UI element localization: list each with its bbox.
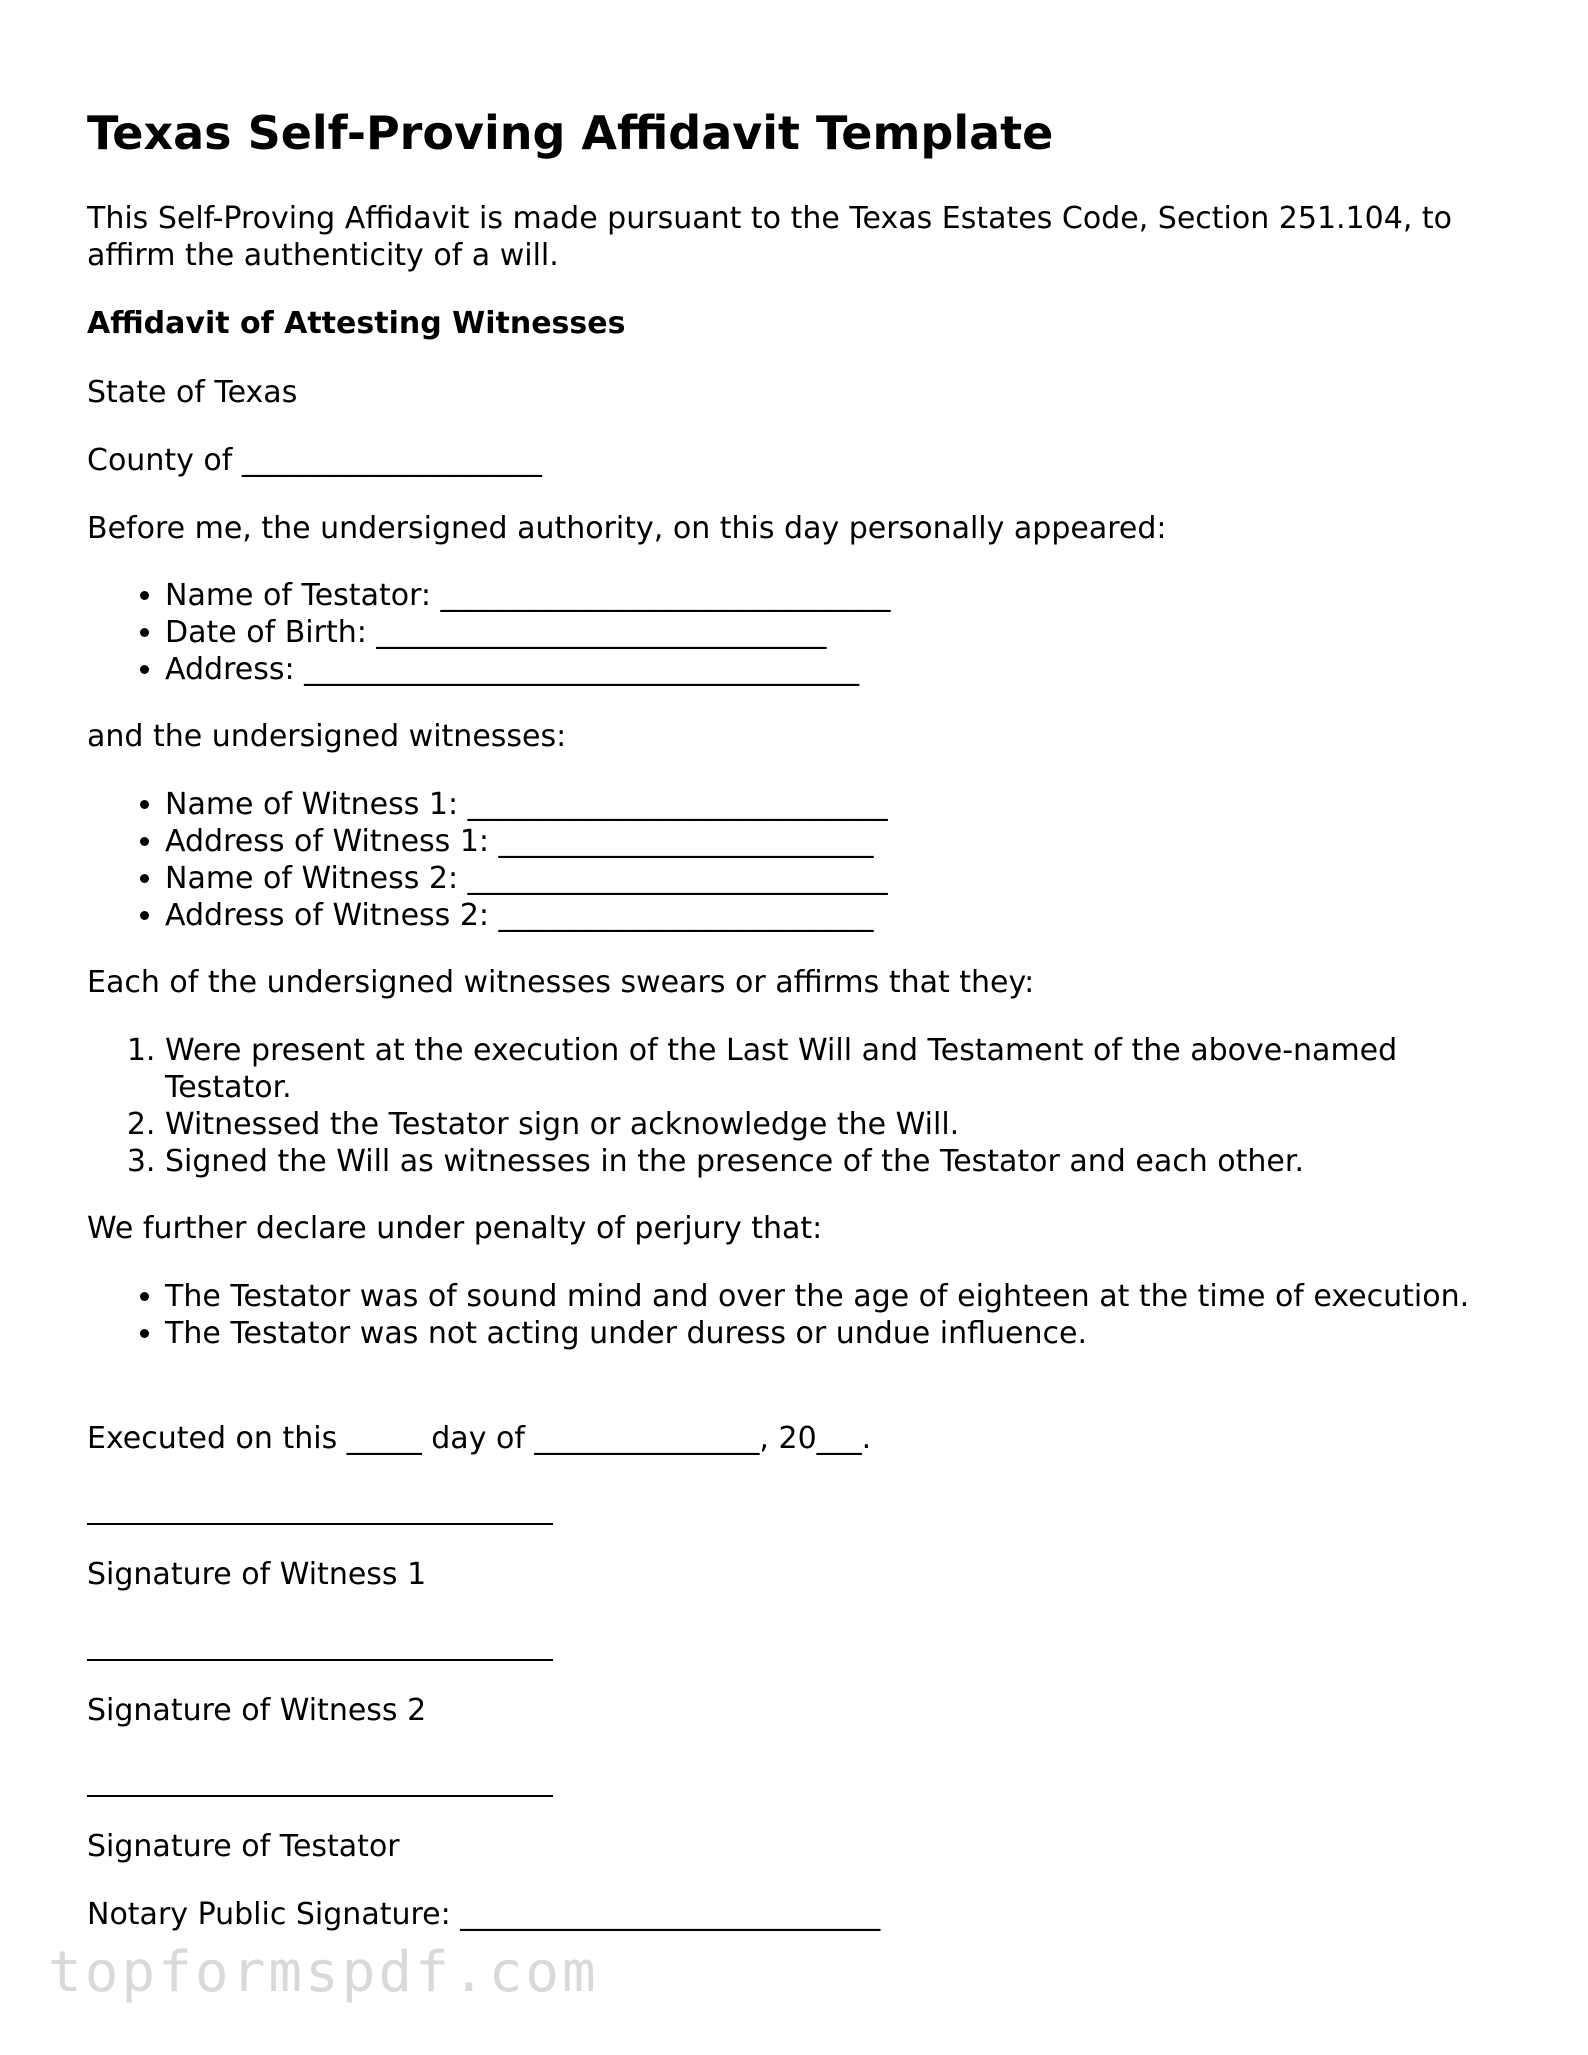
testator-birth-field: • Date of Birth: ______________________________ bbox=[165, 614, 1507, 651]
page-title: Texas Self-Proving Affidavit Template bbox=[87, 106, 1054, 160]
swear-intro: Each of the undersigned witnesses swears or affirms that they: bbox=[87, 965, 1035, 1000]
witness-2-signature-label: Signature of Witness 2 bbox=[87, 1693, 427, 1728]
witnesses-intro: and the undersigned witnesses: bbox=[87, 719, 567, 754]
executed-line: Executed on this _____ day of _______________, 20___. bbox=[87, 1421, 872, 1456]
sworn-statement: 2. Witnessed the Testator sign or acknowledge the Will. bbox=[165, 1106, 1507, 1143]
declaration-item: • The Testator was of sound mind and over the age of eighteen at the time of execution. bbox=[165, 1278, 1507, 1315]
county-line: County of ____________________ bbox=[87, 443, 542, 478]
declarations-list bbox=[87, 1278, 1507, 1352]
witness-fields-list bbox=[87, 786, 1507, 934]
testator-address-field: • Address: _____________________________________ bbox=[165, 651, 1507, 688]
sworn-statement: 1. Were present at the execution of the Last Will and Testament of the above-named Testator. bbox=[165, 1032, 1507, 1106]
testator-signature-label: Signature of Testator bbox=[87, 1829, 400, 1864]
state-line: State of Texas bbox=[87, 375, 298, 410]
declaration-item: • The Testator was not acting under duress or undue influence. bbox=[165, 1315, 1507, 1352]
appeared-line: Before me, the undersigned authority, on this day personally appeared: bbox=[87, 511, 1167, 546]
perjury-intro: We further declare under penalty of perjury that: bbox=[87, 1211, 823, 1246]
witness-1-signature-line bbox=[87, 1523, 553, 1525]
witness-2-address-field: • Address of Witness 2: _________________________ bbox=[165, 897, 1507, 934]
watermark-text: topformspdf.com bbox=[48, 1940, 599, 2005]
witness-2-signature-line bbox=[87, 1659, 553, 1661]
witness-1-name-field: • Name of Witness 1: ____________________________ bbox=[165, 786, 1507, 823]
witness-1-signature-label: Signature of Witness 1 bbox=[87, 1557, 427, 1592]
witness-2-name-field: • Name of Witness 2: ____________________________ bbox=[165, 860, 1507, 897]
intro-paragraph: This Self-Proving Affidavit is made pursuant to the Texas Estates Code, Section 251.104, to affirm the authenticity of a will. bbox=[87, 201, 1453, 273]
sworn-statements-list bbox=[87, 1032, 1507, 1180]
section-heading: Affidavit of Attesting Witnesses bbox=[87, 306, 626, 341]
testator-signature-line bbox=[87, 1795, 553, 1797]
sworn-statement: 3. Signed the Will as witnesses in the presence of the Testator and each other. bbox=[165, 1143, 1507, 1180]
witness-1-address-field: • Address of Witness 1: _________________________ bbox=[165, 823, 1507, 860]
testator-fields-list bbox=[87, 577, 1507, 688]
notary-signature-line: Notary Public Signature: ____________________________ bbox=[87, 1897, 881, 1932]
testator-name-field: • Name of Testator: ______________________________ bbox=[165, 577, 1507, 614]
